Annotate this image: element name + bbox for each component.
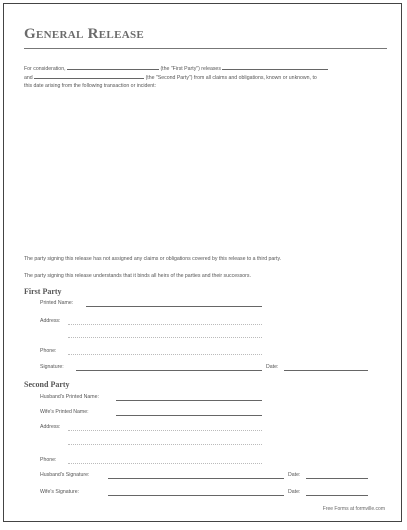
intro-line1-mid: (the "First Party") releases bbox=[160, 66, 221, 72]
wife-printed-name-label: Wife's Printed Name: bbox=[40, 409, 89, 415]
second-party-phone-field[interactable] bbox=[68, 463, 262, 464]
first-party-heading: First Party bbox=[24, 287, 62, 296]
wife-date-field[interactable] bbox=[306, 495, 368, 496]
first-party-printed-name-label: Printed Name: bbox=[40, 300, 74, 306]
intro-line1-start: For consideration, bbox=[24, 66, 66, 72]
second-party-address-label: Address: bbox=[40, 424, 61, 430]
first-party-phone-field[interactable] bbox=[68, 354, 262, 355]
wife-signature-label: Wife's Signature: bbox=[40, 489, 80, 495]
first-party-name-blank[interactable] bbox=[222, 64, 328, 70]
first-party-date-label: Date: bbox=[266, 364, 279, 370]
footer-credit: Free Forms at formville.com bbox=[322, 506, 385, 512]
intro-line2-start: and bbox=[24, 75, 33, 81]
release-form-page bbox=[3, 3, 402, 522]
document-title: General Release bbox=[24, 26, 145, 42]
husband-signature-field[interactable] bbox=[108, 478, 284, 479]
husband-printed-name-field[interactable] bbox=[116, 400, 262, 401]
first-party-printed-name-field[interactable] bbox=[86, 306, 262, 307]
intro-line-3: this date arising from the following transaction or incident: bbox=[24, 83, 157, 89]
first-party-address-label: Address: bbox=[40, 318, 61, 324]
intro-line2-mid: (the "Second Party") from all claims and obligations, known or unknown, to bbox=[145, 75, 317, 81]
wife-date-label: Date: bbox=[288, 489, 301, 495]
second-party-address-field-1[interactable] bbox=[68, 430, 262, 431]
husband-date-label: Date: bbox=[288, 472, 301, 478]
statement-assignment: The party signing this release has not assigned any claims or obligations covered by this release to a third party. bbox=[24, 256, 282, 262]
husband-date-field[interactable] bbox=[306, 478, 368, 479]
title-divider bbox=[24, 48, 387, 49]
husband-signature-label: Husband's Signature: bbox=[40, 472, 90, 478]
first-party-date-field[interactable] bbox=[284, 370, 368, 371]
first-party-address-field-1[interactable] bbox=[68, 324, 262, 325]
first-party-address-field-2[interactable] bbox=[68, 337, 262, 338]
wife-printed-name-field[interactable] bbox=[116, 415, 262, 416]
wife-signature-field[interactable] bbox=[108, 495, 284, 496]
first-party-signature-field[interactable] bbox=[76, 370, 262, 371]
statement-binding: The party signing this release understands that it binds all heirs of the parties and their successors. bbox=[24, 273, 251, 279]
first-party-signature-label: Signature: bbox=[40, 364, 64, 370]
first-party-phone-label: Phone: bbox=[40, 348, 57, 354]
husband-printed-name-label: Husband's Printed Name: bbox=[40, 394, 99, 400]
consideration-blank[interactable] bbox=[67, 64, 159, 70]
second-party-heading: Second Party bbox=[24, 380, 70, 389]
second-party-address-field-2[interactable] bbox=[68, 444, 262, 445]
second-party-name-blank[interactable] bbox=[34, 73, 144, 79]
second-party-phone-label: Phone: bbox=[40, 457, 57, 463]
